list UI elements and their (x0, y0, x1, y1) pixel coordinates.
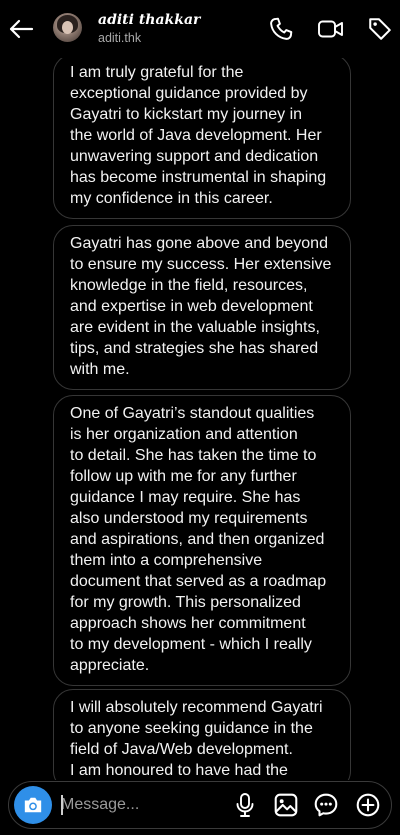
message-bubble[interactable]: I will absolutely recommend Gayatri to anyone seeking guidance in the field of Java/Web development. I am honoured to have had the (53, 689, 351, 780)
message-bubble[interactable]: I am truly grateful for the exceptional guidance provided by Gayatri to kickstart my journey in the world of Java development. Her unwavering support and dedication has become instrumental in shaping my confidence in this career. (53, 58, 351, 219)
message-input[interactable] (61, 792, 211, 818)
video-call-button[interactable] (316, 14, 346, 44)
chat-header (0, 0, 400, 58)
microphone-icon (234, 792, 256, 818)
text-caret (61, 795, 63, 815)
image-icon (273, 792, 299, 818)
sticker-button[interactable] (312, 791, 340, 819)
voice-message-button[interactable] (231, 791, 259, 819)
call-button[interactable] (266, 14, 296, 44)
sticker-chat-icon (313, 792, 339, 818)
tag-button[interactable] (365, 14, 395, 44)
tag-icon (367, 16, 393, 42)
message-bubble[interactable]: Gayatri has gone above and beyond to ensure my success. Her extensive knowledge in the field, resources, and expertise in web development are evident in the valuable insights, tips, and strategies she has shared with me. (53, 225, 351, 390)
message-thread[interactable] (0, 58, 400, 780)
camera-icon (22, 795, 44, 815)
plus-circle-icon (355, 792, 381, 818)
back-button[interactable] (6, 14, 36, 44)
contact-display-name[interactable]: aditi thakkar (98, 12, 201, 28)
message-bubble[interactable]: One of Gayatri’s standout qualities is her organization and attention to detail. She has taken the time to follow up with me for any further guidance I may require. She has also understood my requirements and aspirations, and then organized them into a comprehensive document that served as a roadmap for my growth. This personalized approach shows her commitment to my development - which I really appreciate. (53, 395, 351, 686)
add-attachment-button[interactable] (354, 791, 382, 819)
gallery-button[interactable] (272, 791, 300, 819)
contact-username[interactable]: aditi.thk (98, 31, 142, 45)
arrow-left-icon (8, 18, 34, 40)
phone-icon (268, 16, 294, 42)
avatar[interactable] (53, 13, 82, 42)
video-camera-icon (317, 16, 345, 42)
message-composer (8, 781, 392, 829)
camera-button[interactable] (14, 786, 52, 824)
